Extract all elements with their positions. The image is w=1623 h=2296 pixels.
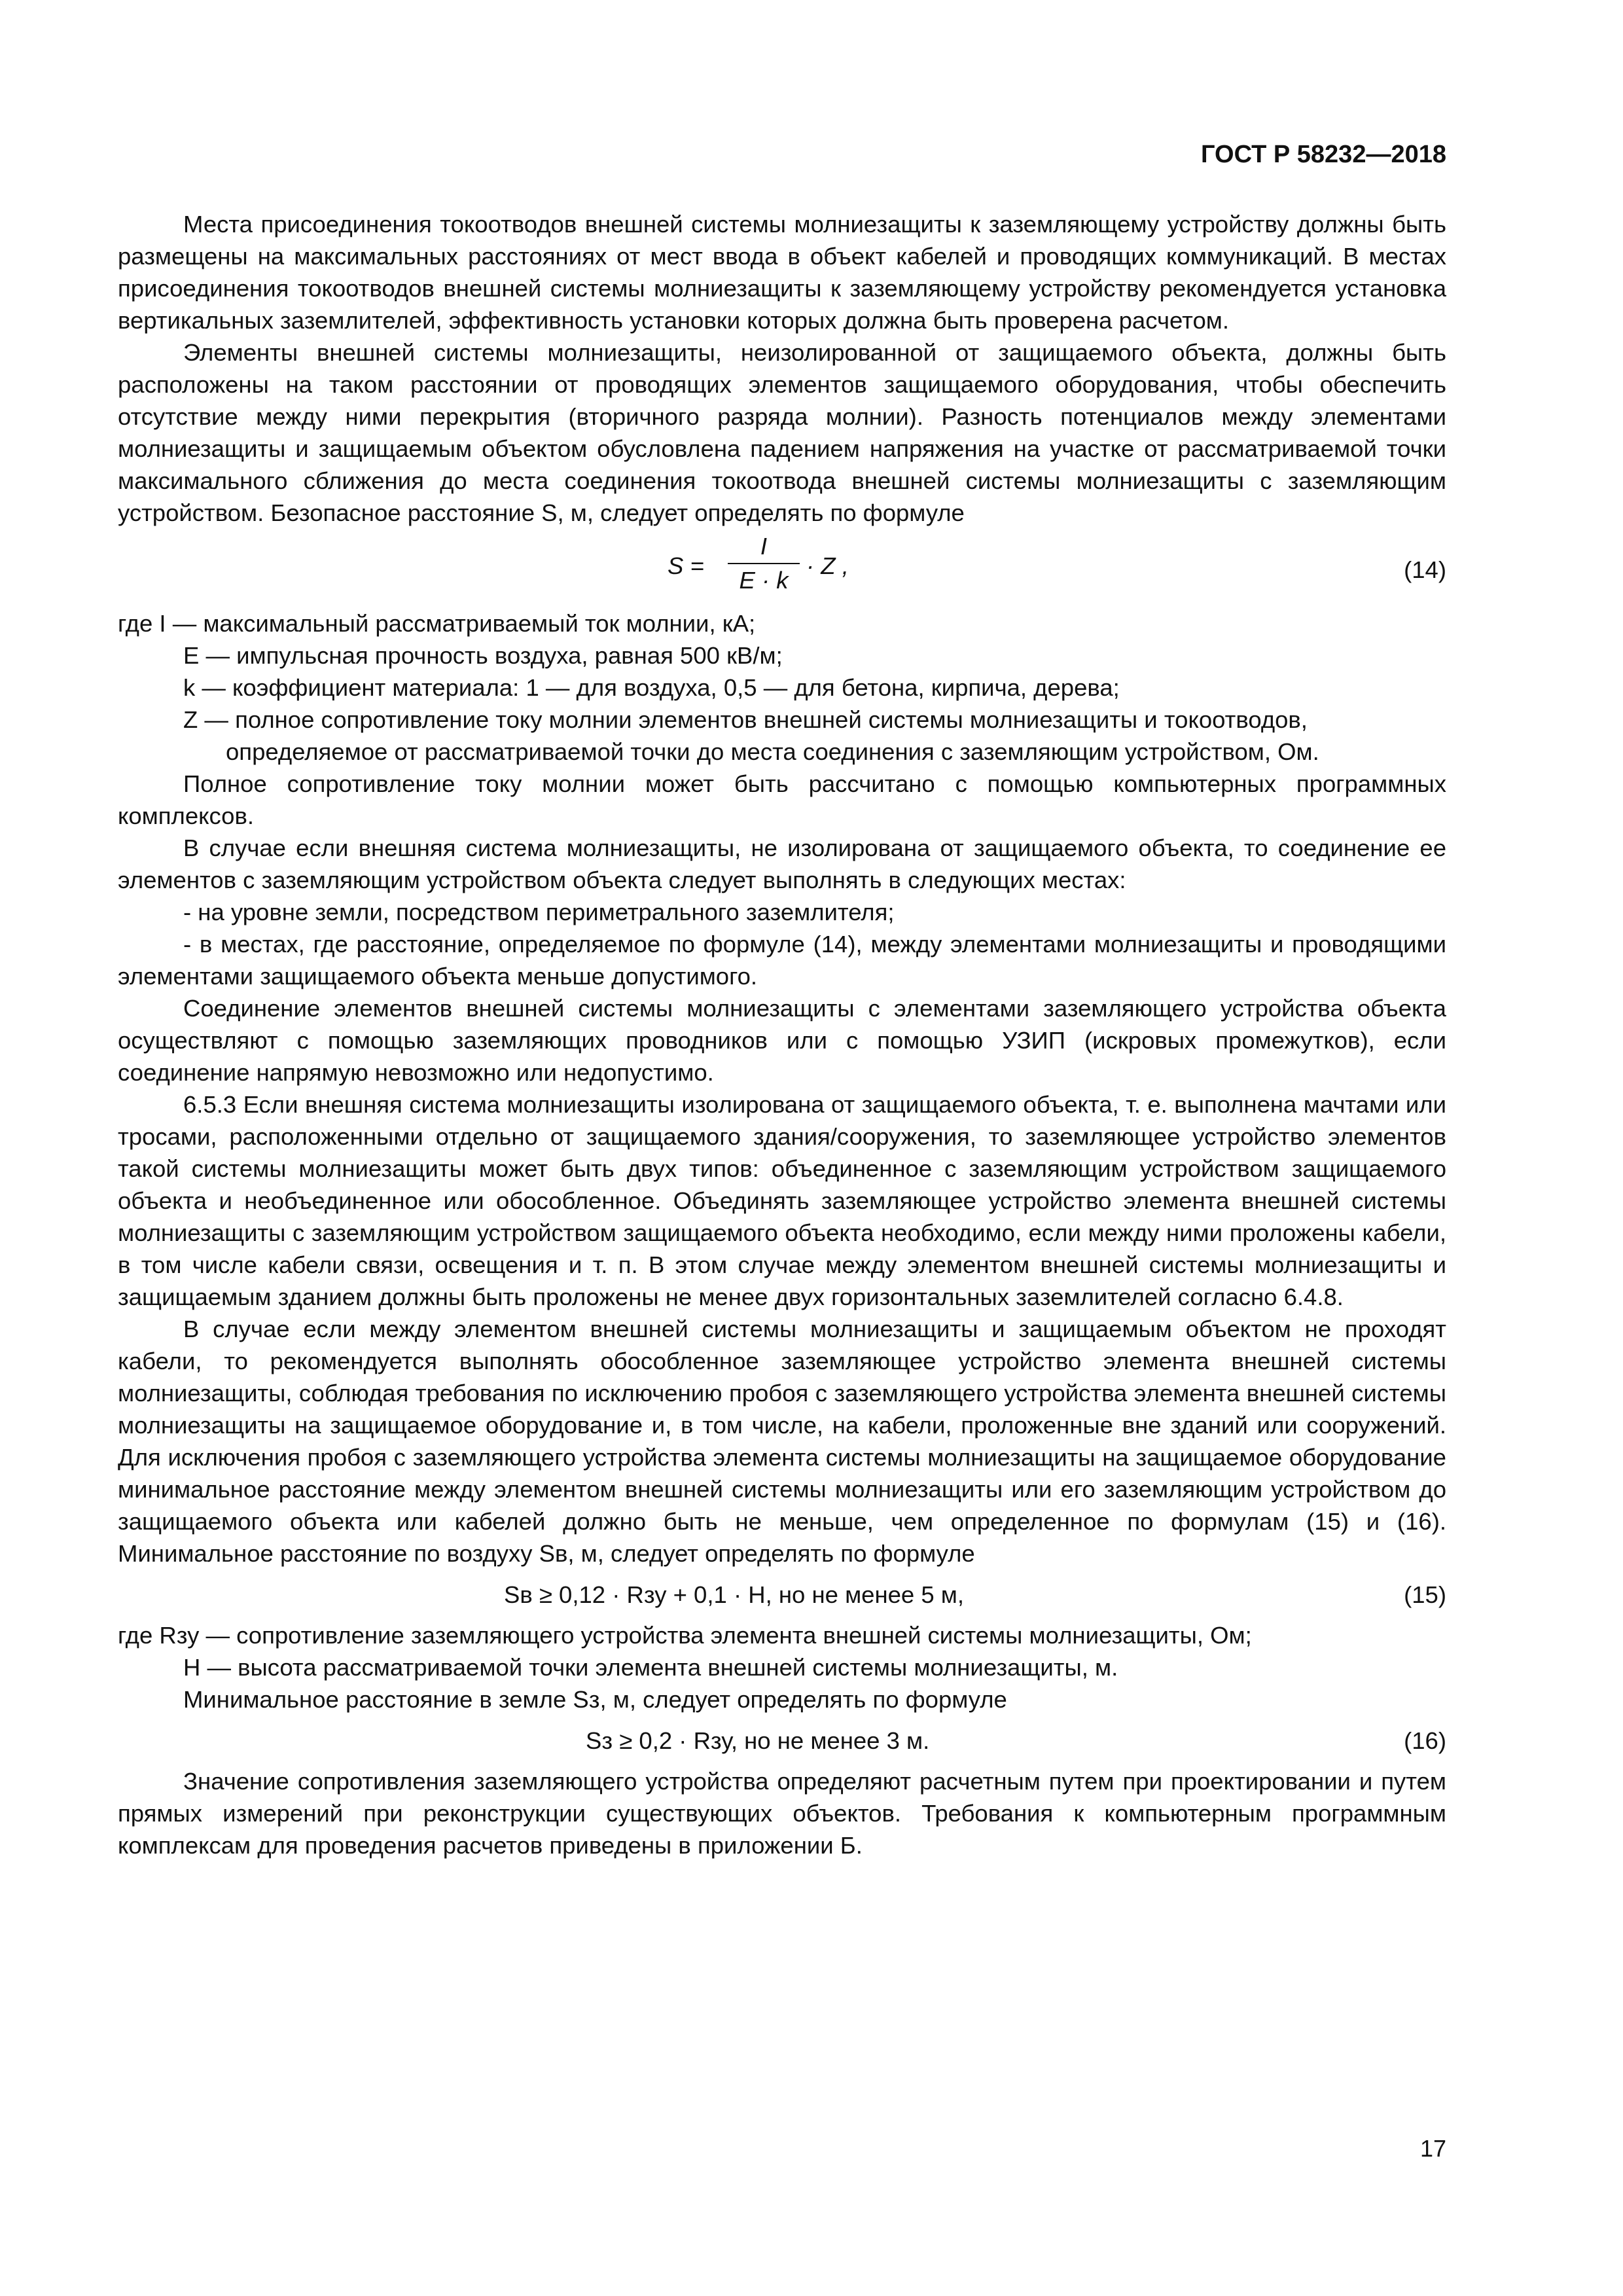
paragraph-6: 6.5.3 Если внешняя система молниезащиты изолирована от защищаемого объекта, т. е. выполнена мачтами или тросами, расположенными отдельно от защищаемого здания/сооружения, то заземляющее устройство элементов такой системы молниезащиты может быть двух типов: объединенное с заземляющим устройством защищаемого объекта и необъединенное или обособленное. Объединять заземляющее устройство элемента внешней системы молниезащиты с заземляющим устройством защищаемого объекта необходимо, если между ними проложены кабели, в том числе кабели связи, освещения и т. п. В этом случае между элементом внешней системы молниезащиты и защищаемым зданием должны быть проложены не менее двух горизонтальных заземлителей согласно 6.4.8.: [118, 1091, 1446, 1310]
document-page: [118, 141, 1446, 1861]
formula-16-number: (16): [1404, 1727, 1446, 1754]
paragraph-5: Соединение элементов внешней системы молниезащиты с элементами заземляющего устройства объекта осуществляют с помощью заземляющих проводников или с помощью УЗИП (искровых промежутков), если соединение напрямую невозможно или недопустимо.: [118, 995, 1446, 1086]
legend-k: k — коэффициент материала: 1 — для воздуха, 0,5 — для бетона, кирпича, дерева;: [183, 674, 1120, 701]
formula-14-fraction: [728, 531, 800, 596]
paragraph-9: Значение сопротивления заземляющего устройства определяют расчетным путем при проектировании и путем прямых измерений при реконструкции существующих объектов. Требования к компьютерным программным комплексам для проведения расчетов приведены в приложении Б.: [118, 1768, 1446, 1859]
list-item-1: - на уровне земли, посредством периметрального заземлителя;: [183, 899, 895, 925]
paragraph-3: Полное сопротивление току молнии может быть рассчитано с помощью компьютерных программных комплексов.: [118, 770, 1446, 829]
legend-h: H — высота рассматриваемой точки элемента внешней системы молниезащиты, м.: [183, 1654, 1118, 1681]
paragraph-1: Места присоединения токоотводов внешней системы молниезащиты к заземляющему устройству должны быть размещены на максимальных расстояниях от мест ввода в объект кабелей и проводящих коммуникаций. В местах присоединения токоотводов внешней системы молниезащиты к заземляющему устройству рекомендуется установка вертикальных заземлителей, эффективность установки которых должна быть проверена расчетом.: [118, 211, 1446, 334]
legend-i: где I — максимальный рассматриваемый ток молнии, кА;: [118, 610, 756, 637]
legend-z-continued: определяемое от рассматриваемой точки до места соединения с заземляющим устройством, Ом.: [226, 738, 1319, 765]
body-text: [118, 208, 1446, 1861]
legend-r: где Rзу — сопротивление заземляющего устройства элемента внешней системы молниезащиты, Ом;: [118, 1622, 1252, 1649]
formula-14: [118, 531, 1446, 603]
formula-14-numerator: I: [760, 533, 768, 560]
page-number: 17: [1419, 2135, 1446, 2162]
paragraph-2: Элементы внешней системы молниезащиты, неизолированной от защищаемого объекта, должны быть расположены на таком расстоянии от проводящих элементов защищаемого оборудования, чтобы обеспечить отсутствие между ними перекрытия (вторичного разряда молнии). Разность потенциалов между элементами молниезащиты и защищаемым объектом обусловлена падением напряжения на участке от рассматриваемой точки максимального сближения до места соединения токоотвода внешней системы молниезащиты с заземляющим устройством. Безопасное расстояние S, м, следует определять по формуле: [118, 339, 1446, 526]
formula-14-rhs: · Z ,: [806, 552, 849, 579]
formula-15-expression: Sв ≥ 0,12 · Rзу + 0,1 · H, но не менее 5 м,: [504, 1581, 965, 1608]
legend-e: E — импульсная прочность воздуха, равная 500 кВ/м;: [183, 642, 783, 669]
paragraph-8: Минимальное расстояние в земле Sз, м, следует определять по формуле: [183, 1686, 1007, 1713]
formula-16: [118, 1721, 1446, 1761]
list-item-2: - в местах, где расстояние, определяемое по формуле (14), между элементами молниезащиты и проводящими элементами защищаемого объекта меньше допустимого.: [118, 931, 1446, 990]
legend-z: Z — полное сопротивление току молнии элементов внешней системы молниезащиты и токоотводов,: [183, 706, 1308, 733]
formula-14-lhs: S =: [668, 552, 704, 579]
paragraph-7: В случае если между элементом внешней системы молниезащиты и защищаемым объектом не проходят кабели, то рекомендуется выполнять обособленное заземляющее устройство элемента внешней системы молниезащиты, соблюдая требования по исключению пробоя с заземляющего устройства элемента внешней системы молниезащиты на защищаемое оборудование и, в том числе, на кабели, проложенные вне зданий или сооружений. Для исключения пробоя с заземляющего устройства элемента системы молниезащиты на защищаемое оборудование минимальное расстояние между элементом внешней системы молниезащиты или его заземляющим устройством до защищаемого объекта или кабелей должно быть не меньше, чем определенное по формулам (15) и (16). Минимальное расстояние по воздуху Sв, м, следует определять по формуле: [118, 1316, 1446, 1567]
paragraph-4: В случае если внешняя система молниезащиты, не изолирована от защищаемого объекта, то соединение ее элементов с заземляющим устройством объекта следует выполнять в следующих местах:: [118, 834, 1446, 893]
formula-14-denominator: E · k: [739, 567, 789, 594]
formula-15: [118, 1575, 1446, 1615]
formula-14-number: (14): [1404, 556, 1446, 583]
formula-15-number: (15): [1404, 1581, 1446, 1608]
document-id-header: ГОСТ Р 58232—2018: [1201, 141, 1446, 168]
formula-16-expression: Sз ≥ 0,2 · Rзу, но не менее 3 м.: [586, 1727, 930, 1754]
